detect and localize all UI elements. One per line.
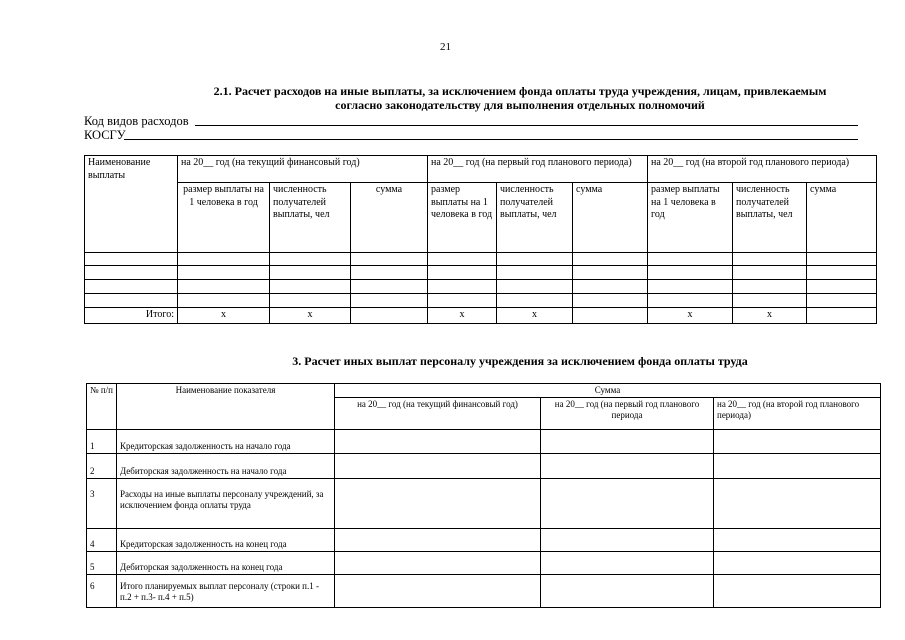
table-row <box>87 430 881 454</box>
header-period-current: на 20__ год (на текущий финансовый год) <box>178 156 428 183</box>
kosgu-line[interactable] <box>124 139 858 140</box>
table-row <box>85 253 877 266</box>
total-row <box>85 308 877 324</box>
header-row-number: № п/п <box>87 384 117 430</box>
table-row <box>85 266 877 280</box>
row-number: 4 <box>87 529 117 552</box>
section-title-line-1: 2.1. Расчет расходов на иные выплаты, за исключением фонда оплаты труда учреждения, лицам, привлекаемым <box>213 84 827 98</box>
total-mark: x <box>270 308 351 324</box>
total-label: Итого: <box>85 308 178 324</box>
section-title-3: 3. Расчет иных выплат персоналу учреждения за исключением фонда оплаты труда <box>292 354 748 368</box>
subheader-rate: размер выплаты на 1 человека в год <box>178 183 270 253</box>
other-payments-table <box>84 155 877 324</box>
total-sum-first[interactable] <box>573 308 648 324</box>
row-name: Итого планируемых выплат персоналу (строки п.1 - п.2 + п.3- п.4 + п.5) <box>117 575 335 608</box>
total-mark: x <box>648 308 733 324</box>
header-period-first: на 20__ год (на первый год планового периода <box>541 398 714 430</box>
row-name: Кредиторская задолженность на начало года <box>117 430 335 454</box>
header-period-second: на 20__ год (на второй год планового периода) <box>714 398 881 430</box>
subheader-recipients: численность получателей выплаты, чел <box>497 183 573 253</box>
table-row <box>87 529 881 552</box>
table-row <box>85 294 877 308</box>
table-row <box>87 575 881 608</box>
header-indicator-name: Наименование показателя <box>117 384 335 430</box>
row-number: 5 <box>87 552 117 575</box>
header-sum: Сумма <box>335 384 881 398</box>
section-title-line-2: согласно законодательству для выполнения отдельных полномочий <box>335 98 705 112</box>
subheader-sum: сумма <box>351 183 428 253</box>
total-mark: x <box>428 308 497 324</box>
table-row <box>87 454 881 479</box>
table-row <box>87 552 881 575</box>
row-number: 6 <box>87 575 117 608</box>
total-sum-current[interactable] <box>351 308 428 324</box>
total-mark: x <box>178 308 270 324</box>
subheader-sum: сумма <box>573 183 648 253</box>
row-name: Расходы на иные выплаты персоналу учреждений, за исключением фонда оплаты труда <box>117 479 335 529</box>
row-number: 2 <box>87 454 117 479</box>
expense-code-label: Код видов расходов <box>84 114 189 128</box>
total-sum-second[interactable] <box>807 308 877 324</box>
subheader-recipients: численность получателей выплаты, чел <box>733 183 807 253</box>
total-mark: x <box>733 308 807 324</box>
table-row <box>87 479 881 529</box>
row-name: Дебиторская задолженность на конец года <box>117 552 335 575</box>
header-payment-name: Наименование выплаты <box>85 156 178 253</box>
row-number: 1 <box>87 430 117 454</box>
section-title-2-1 <box>150 84 890 112</box>
subheader-sum: сумма <box>807 183 877 253</box>
subheader-rate: размер выплаты на 1 человека в год <box>648 183 733 253</box>
subheader-recipients: численность получателей выплаты, чел <box>270 183 351 253</box>
row-name: Кредиторская задолженность на конец года <box>117 529 335 552</box>
subheader-rate: размер выплаты на 1 человека в год <box>428 183 497 253</box>
kosgu-label: КОСГУ <box>84 128 126 142</box>
row-number: 3 <box>87 479 117 529</box>
header-period-second: на 20__ год (на второй год планового периода) <box>648 156 877 183</box>
staff-payments-table <box>86 383 881 608</box>
total-mark: x <box>497 308 573 324</box>
row-name: Дебиторская задолженность на начало года <box>117 454 335 479</box>
header-period-current: на 20__ год (на текущий финансовый год) <box>335 398 541 430</box>
table-row <box>85 280 877 294</box>
expense-code-line[interactable] <box>195 125 858 126</box>
page-number: 21 <box>440 41 451 53</box>
header-period-first: на 20__ год (на первый год планового периода) <box>428 156 648 183</box>
